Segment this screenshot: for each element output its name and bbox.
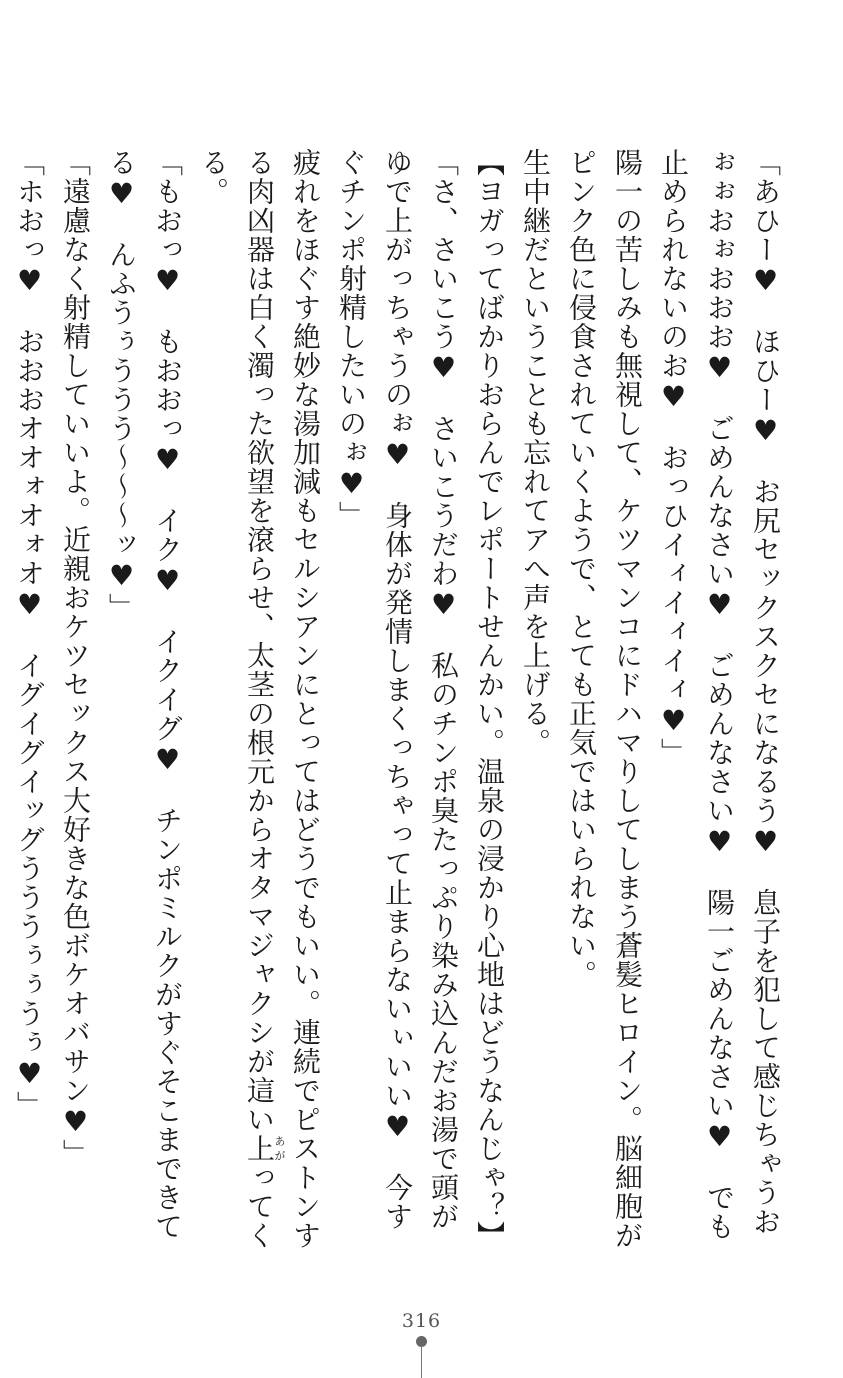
bracket-dialogue-line-4: 【ヨガってばかりおらんでレポートせんかい。温泉の浸かり心地はどうなんじゃ？】 <box>473 148 506 1250</box>
dialogue-line-1: 「あひー♥ ほひー♥ お尻セックスクセになるう♥ 息子を犯して感じちゃうおぉぉおぉおおお♥ ごめんなさい♥ ごめんなさい♥ 陽一ごめんなさい♥ でも止められないのお♥ おっひイィイィイィ♥」 <box>657 148 782 1241</box>
narration-line-6 <box>190 148 328 1258</box>
narration-line-6-text: 疲れをほぐす絶妙な湯加減もセルシアンにとってはどうでもいい。連続でピストンする肉凶器は白く濁った欲望を滾らせ、太茎の根元からオタマジャクシが這い上あがってくる。 <box>197 148 322 1250</box>
narration-line-2: 陽一の苦しみも無視して、ケツマンコにドハマりしてしまう蒼髪ヒロイン。脳細胞がピンク色に侵食されていくようで、とても正気ではいられない。 <box>565 148 644 1250</box>
page-marker-line <box>421 1346 422 1378</box>
dialogue-line-8: 「遠慮なく射精していいよ。近親おケツセックス大好きな色ボケオバサン♥」 <box>59 148 92 1168</box>
page-number: 316 <box>401 1310 442 1332</box>
ruby-reading: あが <box>273 1134 286 1163</box>
body-text <box>13 148 788 1258</box>
dialogue-line-5: 「さ、さいこう♥ さいこうだわ♥ 私のチンポ臭たっぷり染み込んだお湯で頭がゆで上がっちゃうのぉ♥ 身体が発情しまくっちゃって止まらないぃいい♥ 今すぐチンポ射精したいのぉ♥」 <box>335 148 460 1231</box>
narration-line-3: 生中継だということも忘れてアへ声を上げる。 <box>519 148 552 757</box>
dialogue-line-9: 「ホおっ♥ おおおオオォオォオ♥ イグイグイッグうううぅぅうぅ♥」 <box>13 148 46 1120</box>
ruby-annotation: 上あが <box>243 1134 286 1163</box>
dialogue-line-7: 「もおっ♥ もおおっ♥ イク♥ イクイグ♥ チンポミルクがすぐそこまできてる♥ んふうぅううう〜〜〜ッ♥」 <box>105 148 184 1241</box>
